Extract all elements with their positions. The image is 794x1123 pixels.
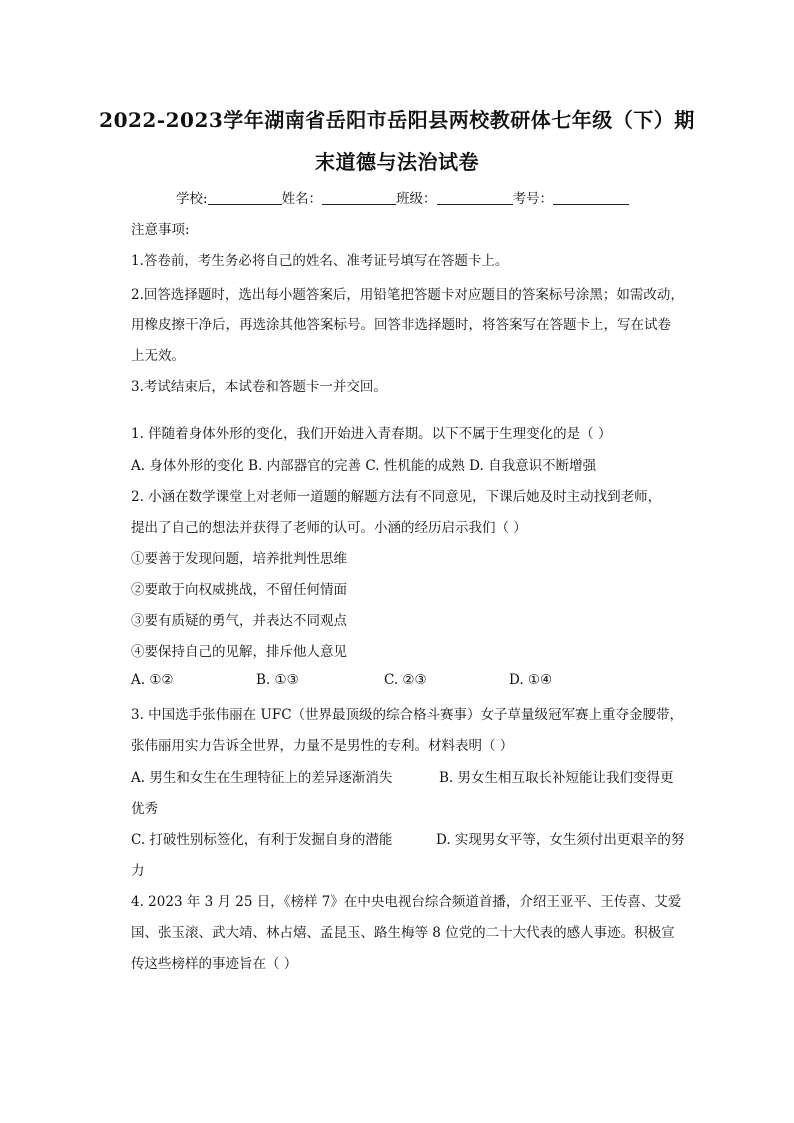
question-2-option-a: A. ①②	[131, 672, 174, 688]
question-3-option-c: C. 打破性别标签化，有利于发掘自身的潜能	[131, 832, 393, 848]
question-4-stem-line-1: 4. 2023 年 3 月 25 日，《榜样 7》在中央电视台综合频道首播，介绍王亚平、王传喜、艾爱	[131, 894, 682, 910]
question-3-option-d-line-2: 力	[131, 863, 145, 879]
notice-item-2-line-3: 上无效。	[131, 348, 185, 364]
question-2-option-b: B. ①③	[256, 672, 299, 688]
notice-item-3: 3.考试结束后，本试卷和答题卡一并交回。	[131, 379, 387, 395]
question-4-stem-line-3: 传这些榜样的事迹旨在（ ）	[131, 956, 298, 972]
question-1-stem: 1. 伴随着身体外形的变化，我们开始进入青春期。以下不属于生理变化的是（ ）	[131, 426, 612, 442]
school-label: 学校:	[176, 191, 208, 207]
question-3-option-b-line-2: 优秀	[131, 801, 158, 817]
question-1-options: A. 身体外形的变化 B. 内部器官的完善 C. 性机能的成熟 D. 自我意识不断增强	[131, 458, 597, 474]
question-3-stem-line-2: 张伟丽用实力告诉全世界，力量不是男性的专利。材料表明（ ）	[131, 738, 514, 754]
class-label: 班级：	[396, 191, 437, 207]
question-3-option-b-line-1: B. 男女生相互取长补短能让我们变得更	[439, 770, 674, 786]
question-4-stem-line-2: 国、张玉滚、武大靖、林占熺、孟昆玉、路生梅等 8 位党的二十大代表的感人事迹。积极宣	[131, 925, 675, 941]
question-2-statement-4: ④要保持自己的见解，排斥他人意见	[131, 644, 347, 660]
notice-item-2-line-2: 用橡皮擦干净后，再选涂其他答案标号。回答非选择题时，将答案写在答题卡上，写在试卷	[131, 317, 671, 333]
question-2-option-c: C. ②③	[384, 672, 427, 688]
class-blank[interactable]	[437, 190, 513, 205]
exam-title-line-2: 末道德与法治试卷	[315, 150, 479, 174]
exam-title-line-1: 2022-2023学年湖南省岳阳市岳阳县两校教研体七年级（下）期	[99, 108, 695, 132]
name-blank[interactable]	[322, 190, 396, 205]
student-info-fields	[176, 187, 629, 207]
exam-no-label: 考号：	[512, 191, 554, 207]
question-2-statement-2: ②要敢于向权威挑战，不留任何情面	[131, 582, 347, 598]
notice-item-2-line-1: 2.回答选择题时，选出每小题答案后，用铅笔把答题卡对应题目的答案标号涂黑；如需改动，	[131, 287, 684, 303]
question-2-option-d: D. ①④	[509, 672, 553, 688]
question-2-stem-line-2: 提出了自己的想法并获得了老师的认可。小涵的经历启示我们（ ）	[131, 520, 527, 536]
question-3-option-d-line-1: D. 实现男女平等，女生须付出更艰辛的努	[436, 832, 685, 848]
name-label: 姓名：	[281, 191, 323, 207]
question-2-statement-1: ①要善于发现问题，培养批判性思维	[131, 551, 347, 567]
exam-no-blank[interactable]	[553, 190, 629, 205]
question-2-stem-line-1: 2. 小涵在数学课堂上对老师一道题的解题方法有不同意见，下课后她及时主动找到老师，	[131, 489, 662, 505]
question-2-statement-3: ③要有质疑的勇气，并表达不同观点	[131, 613, 347, 629]
school-blank[interactable]	[208, 190, 282, 205]
question-3-option-a: A. 男生和女生在生理特征上的差异逐渐消失	[131, 770, 393, 786]
notice-heading: 注意事项:	[131, 222, 190, 238]
notice-item-1: 1.答卷前，考生务必将自己的姓名、准考证号填写在答题卡上。	[131, 253, 509, 269]
question-3-stem-line-1: 3. 中国选手张伟丽在 UFC（世界最顶级的综合格斗赛事）女子草量级冠军赛上重夺金腰带，	[131, 707, 684, 723]
